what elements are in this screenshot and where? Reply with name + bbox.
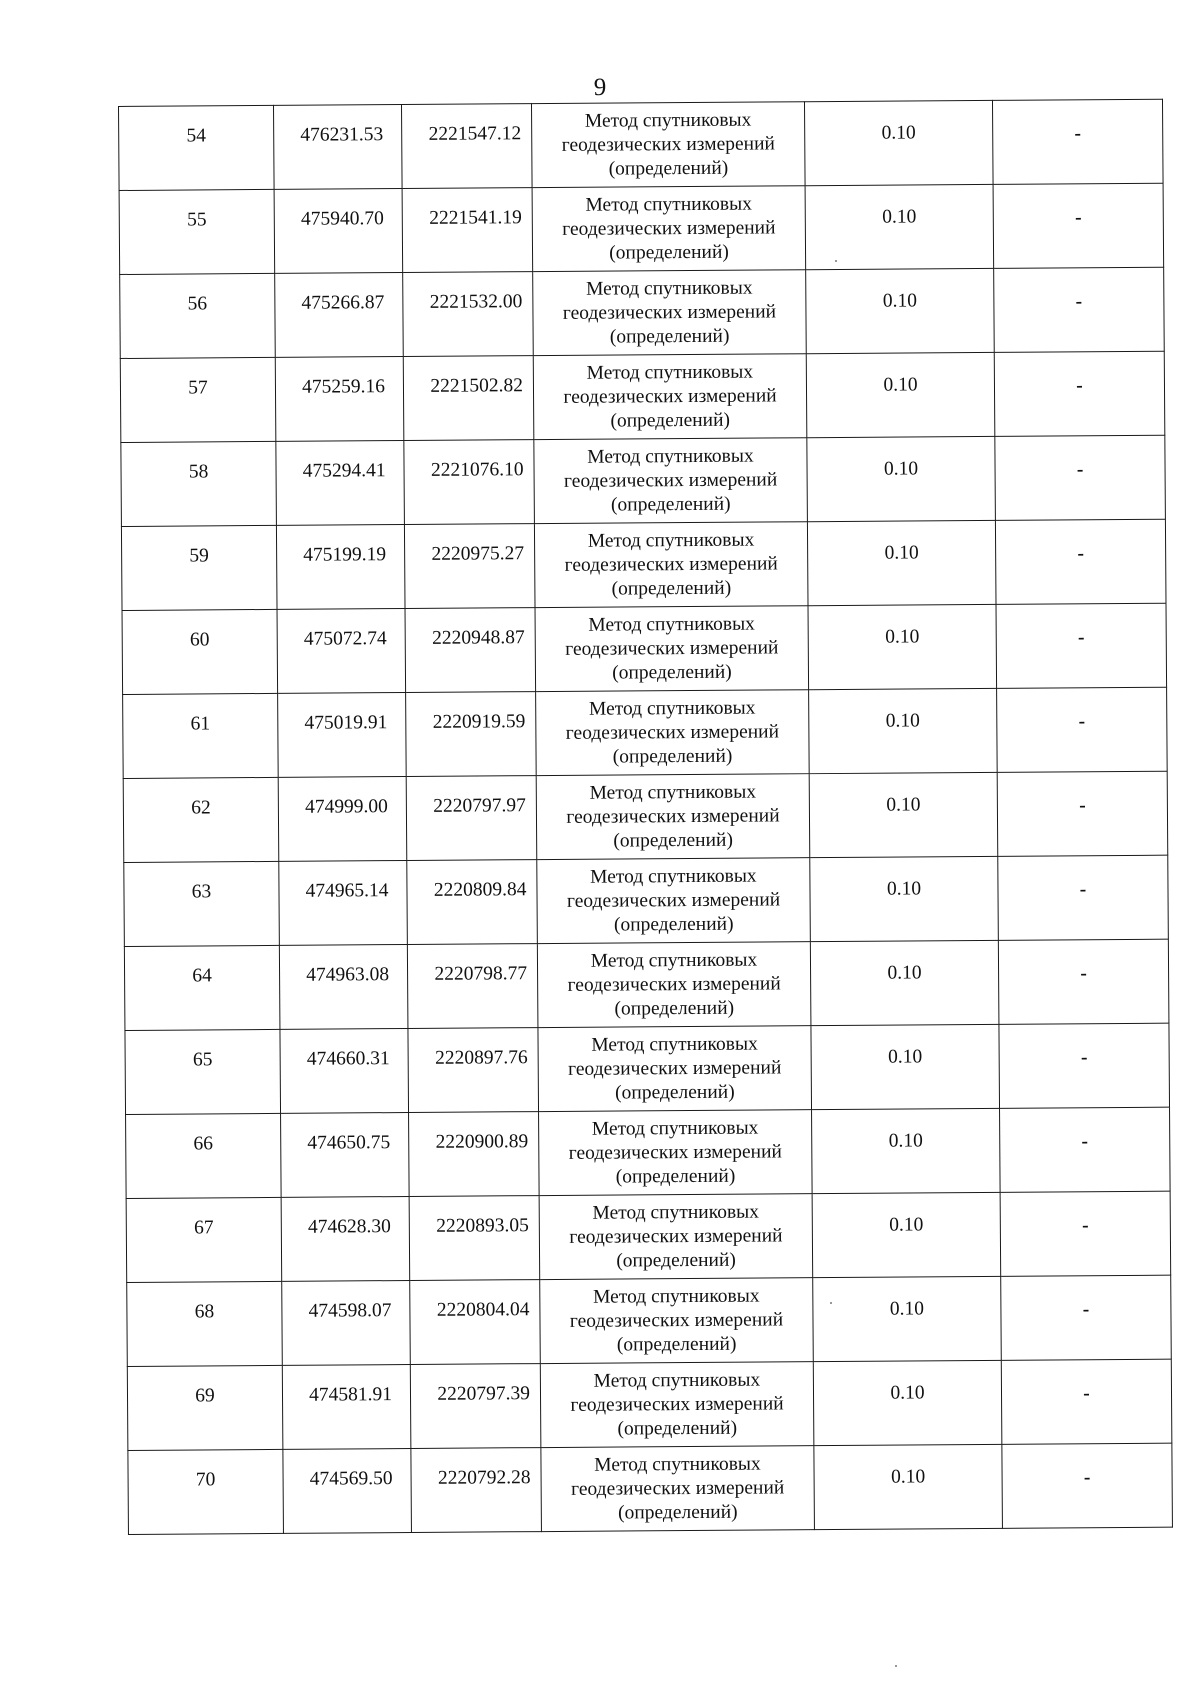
method-line: геодезических измерений (562, 300, 777, 324)
y-coordinate-cell: 2220797.39 (410, 1364, 541, 1449)
y-coordinate-cell: 2220948.87 (405, 608, 536, 693)
x-coordinate-cell: 474999.00 (278, 777, 407, 862)
y-coordinate-cell: 2220900.89 (409, 1112, 540, 1197)
note-cell: - (1001, 1359, 1172, 1444)
note-cell: - (997, 771, 1168, 856)
table-row (119, 183, 1164, 274)
method-line: (определений) (612, 661, 732, 684)
y-coordinate-cell: 2221076.10 (404, 440, 535, 525)
x-coordinate-cell: 475199.19 (276, 525, 405, 610)
method-line: геодезических измерений (569, 1308, 784, 1332)
point-number-cell: 58 (121, 441, 277, 526)
y-coordinate-cell: 2220975.27 (404, 524, 535, 609)
x-coordinate-cell: 476231.53 (273, 105, 402, 190)
table-row (127, 1359, 1172, 1450)
coordinates-table-body (119, 99, 1173, 1534)
method-cell (538, 1026, 812, 1112)
x-coordinate-cell: 475266.87 (275, 273, 404, 358)
method-line: Метод спутниковых (591, 1033, 758, 1056)
y-coordinate-cell: 2220893.05 (409, 1196, 540, 1281)
method-line: Метод спутниковых (585, 193, 753, 216)
method-line: Метод спутниковых (587, 445, 754, 468)
method-line: (определений) (610, 409, 731, 432)
method-line: (определений) (615, 1081, 735, 1104)
table-row (127, 1275, 1172, 1366)
method-line: (определений) (613, 829, 734, 852)
method-cell (536, 690, 810, 776)
method-cell (539, 1110, 813, 1196)
x-coordinate-cell: 474581.91 (282, 1364, 411, 1449)
point-number-cell: 69 (127, 1365, 283, 1450)
table-row (124, 939, 1169, 1030)
method-cell (535, 606, 809, 692)
method-line: (определений) (612, 745, 733, 768)
method-line: (определений) (610, 493, 731, 516)
method-line: Метод спутниковых (592, 1201, 760, 1224)
method-line: Метод спутниковых (589, 781, 757, 804)
x-coordinate-cell: 474650.75 (281, 1112, 410, 1197)
note-cell: - (1002, 1443, 1173, 1528)
note-cell: - (996, 603, 1167, 688)
method-cell (539, 1194, 813, 1280)
method-line: Метод спутниковых (585, 277, 753, 300)
table-row (121, 519, 1166, 610)
method-line: Метод спутниковых (588, 613, 755, 636)
method-cell (534, 438, 808, 524)
method-line: геодезических измерений (563, 468, 778, 492)
accuracy-cell: 0.10 (805, 184, 994, 269)
method-line: (определений) (616, 1249, 736, 1272)
accuracy-cell: 0.10 (810, 856, 999, 941)
accuracy-cell: 0.10 (808, 604, 997, 689)
point-number-cell: 66 (126, 1113, 282, 1198)
point-number-cell: 56 (120, 273, 276, 358)
note-cell: - (1001, 1275, 1172, 1360)
method-cell (537, 858, 811, 944)
table-row (128, 1443, 1173, 1534)
x-coordinate-cell: 475940.70 (274, 189, 403, 274)
x-coordinate-cell: 475259.16 (275, 357, 404, 442)
note-cell: - (993, 183, 1164, 268)
method-line: геодезических измерений (570, 1476, 785, 1500)
method-line: (определений) (611, 577, 732, 600)
x-coordinate-cell: 475072.74 (277, 609, 406, 694)
accuracy-cell: 0.10 (806, 268, 995, 353)
method-line: (определений) (609, 325, 730, 348)
table-row (122, 603, 1167, 694)
table-row (120, 351, 1165, 442)
scan-speck (895, 1665, 897, 1667)
scan-speck (830, 1302, 832, 1304)
x-coordinate-cell: 474569.50 (283, 1448, 412, 1533)
point-number-cell: 59 (121, 525, 277, 610)
x-coordinate-cell: 474598.07 (282, 1280, 411, 1365)
point-number-cell: 63 (124, 861, 280, 946)
method-line: Метод спутниковых (592, 1285, 760, 1308)
note-cell: - (1000, 1107, 1171, 1192)
point-number-cell: 67 (126, 1197, 282, 1282)
point-number-cell: 65 (125, 1029, 281, 1114)
y-coordinate-cell: 2220797.97 (406, 776, 537, 861)
note-cell: - (992, 99, 1163, 184)
note-cell: - (1000, 1191, 1171, 1276)
y-coordinate-cell: 2221532.00 (403, 272, 534, 357)
method-cell (536, 774, 810, 860)
x-coordinate-cell: 474628.30 (281, 1196, 410, 1281)
method-line: Метод спутниковых (584, 109, 752, 132)
method-cell (540, 1278, 814, 1364)
method-line: геодезических измерений (569, 1224, 783, 1248)
accuracy-cell: 0.10 (806, 352, 995, 437)
method-line: геодезических измерений (565, 720, 780, 744)
y-coordinate-cell: 2221547.12 (401, 104, 532, 189)
y-coordinate-cell: 2220809.84 (407, 860, 538, 945)
method-line: Метод спутниковых (590, 865, 757, 888)
method-line: геодезических измерений (568, 1140, 783, 1164)
table-row (124, 855, 1169, 946)
method-line: геодезических измерений (561, 132, 775, 156)
method-line: геодезических измерений (570, 1392, 784, 1416)
method-line: Метод спутниковых (593, 1369, 761, 1392)
method-line: Метод спутниковых (586, 361, 754, 384)
note-cell: - (994, 267, 1165, 352)
table-row (126, 1107, 1171, 1198)
method-line: геодезических измерений (567, 972, 781, 996)
point-number-cell: 57 (120, 357, 276, 442)
method-cell (532, 186, 806, 272)
coordinates-table (118, 99, 1173, 1535)
method-line: геодезических измерений (564, 552, 778, 576)
method-cell (540, 1362, 814, 1448)
accuracy-cell: 0.10 (807, 436, 996, 521)
table-row (123, 687, 1168, 778)
method-cell (533, 270, 807, 356)
x-coordinate-cell: 474963.08 (279, 945, 408, 1030)
point-number-cell: 54 (119, 105, 275, 190)
accuracy-cell: 0.10 (804, 100, 993, 185)
method-cell (534, 522, 808, 608)
accuracy-cell: 0.10 (810, 940, 999, 1025)
y-coordinate-cell: 2220897.76 (408, 1028, 539, 1113)
method-line: геодезических измерений (562, 216, 776, 240)
y-coordinate-cell: 2221502.82 (403, 356, 534, 441)
method-line: (определений) (613, 913, 734, 936)
method-line: Метод спутниковых (590, 949, 758, 972)
table-row (120, 267, 1165, 358)
method-cell (533, 354, 807, 440)
note-cell: - (995, 435, 1166, 520)
x-coordinate-cell: 475294.41 (276, 441, 405, 526)
method-line: (определений) (614, 997, 735, 1020)
method-line: (определений) (617, 1417, 738, 1440)
method-line: геодезических измерений (566, 888, 781, 912)
method-line: Метод спутниковых (588, 697, 756, 720)
accuracy-cell: 0.10 (811, 1024, 1000, 1109)
method-line: Метод спутниковых (594, 1453, 761, 1476)
table-row (125, 1023, 1170, 1114)
method-line: геодезических измерений (565, 636, 779, 660)
method-line: (определений) (616, 1333, 737, 1356)
method-line: геодезических измерений (568, 1056, 782, 1080)
point-number-cell: 68 (127, 1281, 283, 1366)
method-cell (537, 942, 811, 1028)
x-coordinate-cell: 474965.14 (279, 861, 408, 946)
y-coordinate-cell: 2220798.77 (407, 944, 538, 1029)
note-cell: - (998, 855, 1169, 940)
table-row (119, 99, 1164, 190)
method-cell (531, 102, 805, 188)
x-coordinate-cell: 474660.31 (280, 1028, 409, 1113)
method-cell (541, 1446, 815, 1532)
point-number-cell: 60 (122, 609, 278, 694)
accuracy-cell: 0.10 (813, 1360, 1002, 1445)
page-number: 9 (593, 74, 607, 101)
scan-speck (835, 260, 837, 262)
note-cell: - (994, 351, 1165, 436)
method-line: (определений) (617, 1501, 738, 1524)
method-line: геодезических измерений (566, 804, 780, 828)
method-line: (определений) (615, 1165, 736, 1188)
accuracy-cell: 0.10 (809, 772, 998, 857)
note-cell: - (997, 687, 1168, 772)
table-row (126, 1191, 1171, 1282)
y-coordinate-cell: 2220804.04 (410, 1280, 541, 1365)
y-coordinate-cell: 2220792.28 (411, 1448, 542, 1533)
note-cell: - (999, 1023, 1170, 1108)
table-row (121, 435, 1166, 526)
method-line: геодезических измерений (563, 384, 777, 408)
accuracy-cell: 0.10 (812, 1108, 1001, 1193)
y-coordinate-cell: 2220919.59 (406, 692, 537, 777)
accuracy-cell: 0.10 (814, 1444, 1003, 1529)
note-cell: - (998, 939, 1169, 1024)
point-number-cell: 64 (124, 945, 280, 1030)
accuracy-cell: 0.10 (807, 520, 996, 605)
point-number-cell: 61 (123, 693, 279, 778)
accuracy-cell: 0.10 (813, 1276, 1002, 1361)
point-number-cell: 55 (119, 189, 275, 274)
y-coordinate-cell: 2221541.19 (402, 188, 533, 273)
table-row (123, 771, 1168, 862)
method-line: Метод спутниковых (591, 1117, 759, 1140)
note-cell: - (995, 519, 1166, 604)
method-line: (определений) (608, 157, 729, 180)
accuracy-cell: 0.10 (812, 1192, 1001, 1277)
point-number-cell: 62 (123, 777, 279, 862)
x-coordinate-cell: 475019.91 (278, 693, 407, 778)
method-line: (определений) (609, 241, 729, 264)
point-number-cell: 70 (128, 1449, 284, 1534)
method-line: Метод спутниковых (587, 529, 755, 552)
accuracy-cell: 0.10 (809, 688, 998, 773)
